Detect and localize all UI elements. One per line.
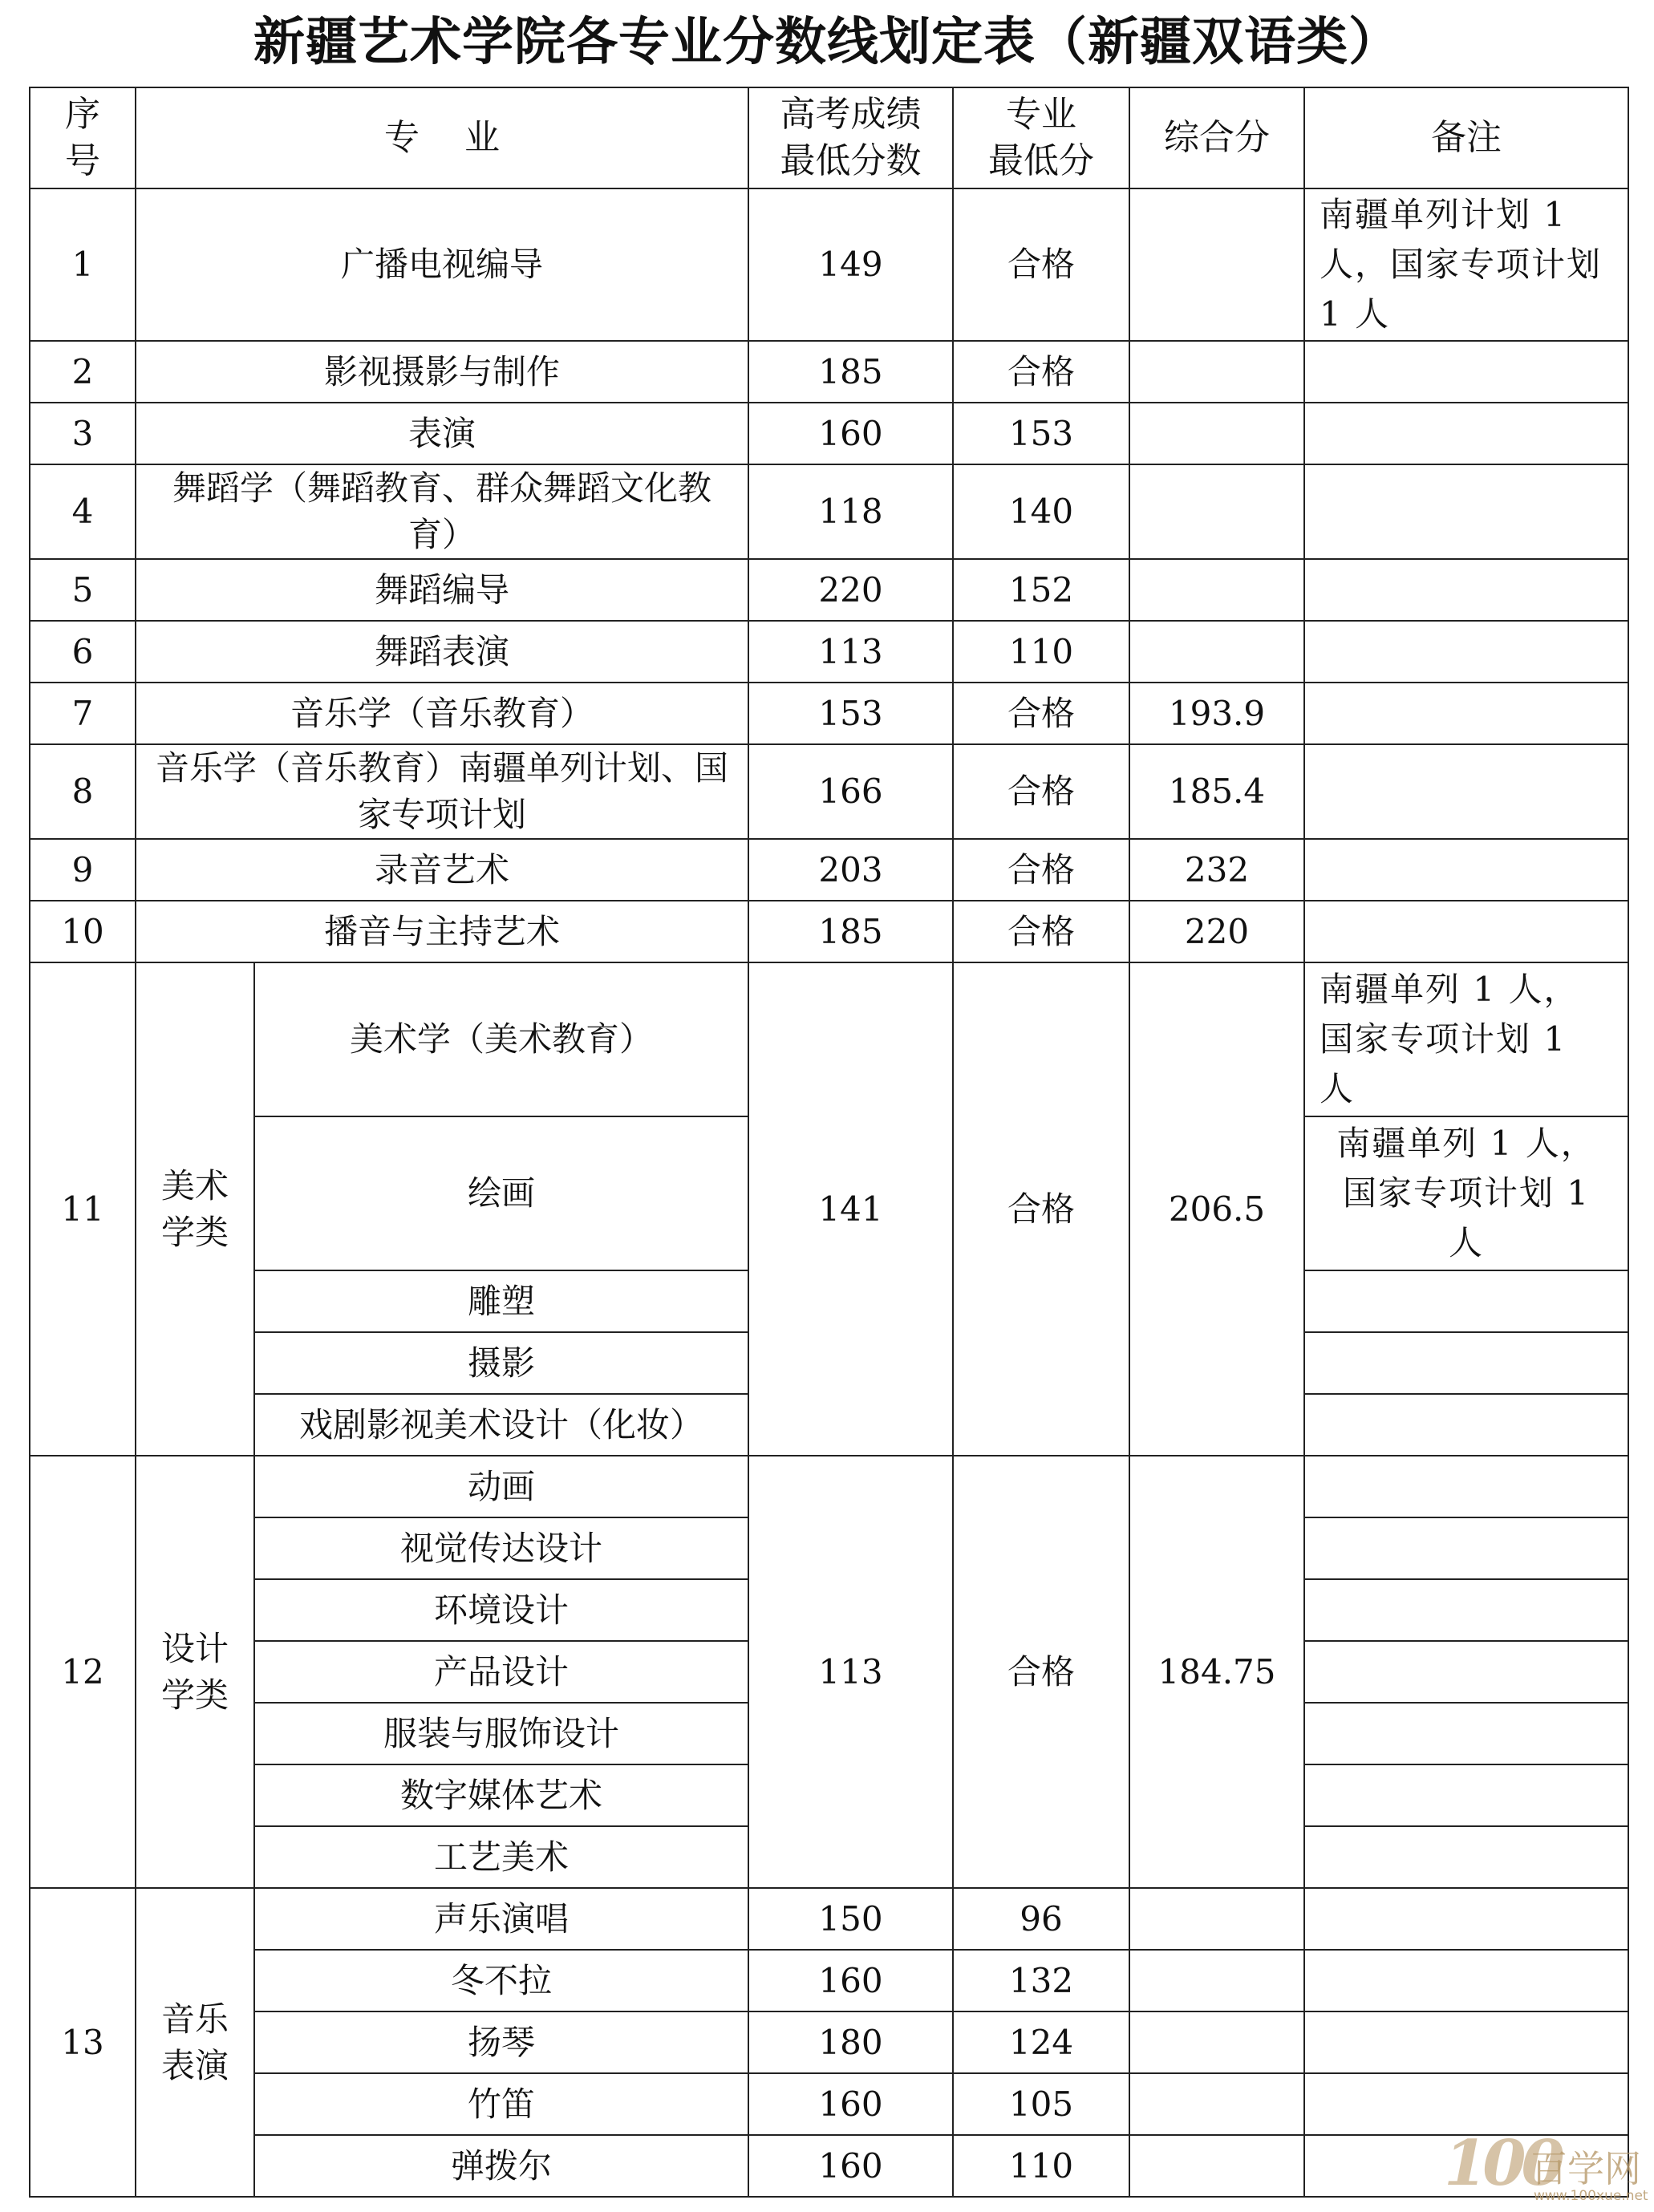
- total-score: 184.75: [1129, 1456, 1304, 1888]
- prof-min-score: 132: [953, 1950, 1129, 2011]
- table-row: [30, 2073, 1628, 2135]
- table-row: [30, 1888, 1628, 1950]
- total-score: [1129, 2135, 1304, 2197]
- note-cell: [1304, 1826, 1628, 1888]
- note-cell: [1304, 1394, 1628, 1456]
- row-number: 3: [30, 403, 136, 464]
- note-cell: [1304, 464, 1628, 559]
- prof-min-score: 96: [953, 1888, 1129, 1950]
- watermark-url: www.100xue.net: [1534, 2188, 1648, 2204]
- prof-min-score: 合格: [953, 1456, 1129, 1888]
- prof-min-score: 110: [953, 2135, 1129, 2197]
- page-title: 新疆艺术学院各专业分数线划定表（新疆双语类）: [253, 13, 1401, 72]
- note-cell: [1304, 341, 1628, 403]
- row-number: 1: [30, 188, 136, 341]
- note-cell: [1304, 839, 1628, 901]
- total-score: 193.9: [1129, 683, 1304, 744]
- header-row: [30, 87, 1628, 188]
- gaokao-min-score: 160: [748, 2073, 953, 2135]
- total-score: [1129, 188, 1304, 341]
- major-name: 动画: [254, 1456, 748, 1517]
- major-name: 弹拨尔: [254, 2135, 748, 2197]
- prof-min-score: 合格: [953, 962, 1129, 1456]
- major-name: 扬琴: [254, 2011, 748, 2073]
- watermark-logo: [1444, 2127, 1648, 2207]
- prof-min-score: 合格: [953, 683, 1129, 744]
- prof-min-score: 合格: [953, 901, 1129, 962]
- row-number: 5: [30, 559, 136, 621]
- gaokao-min-score: 220: [748, 559, 953, 621]
- major-category: 音乐 表演: [136, 1888, 254, 2197]
- note-cell: 南疆单列 1 人，国家专项计划 1 人: [1304, 962, 1628, 1116]
- major-name: 舞蹈学（舞蹈教育、群众舞蹈文化教育）: [136, 464, 748, 559]
- total-score: [1129, 403, 1304, 464]
- note-cell: [1304, 901, 1628, 962]
- total-score: 185.4: [1129, 744, 1304, 839]
- prof-min-score: 合格: [953, 341, 1129, 403]
- gaokao-min-score: 141: [748, 962, 953, 1456]
- row-number: 13: [30, 1888, 136, 2197]
- prof-min-score: 140: [953, 464, 1129, 559]
- table-row: [30, 1950, 1628, 2011]
- gaokao-min-score: 118: [748, 464, 953, 559]
- table-row: [30, 559, 1628, 621]
- major-name: 摄影: [254, 1332, 748, 1394]
- major-name: 竹笛: [254, 2073, 748, 2135]
- note-cell: [1304, 1641, 1628, 1703]
- total-score: [1129, 341, 1304, 403]
- major-name: 绘画: [254, 1116, 748, 1270]
- header-seq: 序 号: [30, 87, 136, 188]
- major-name: 影视摄影与制作: [136, 341, 748, 403]
- note-cell: [1304, 1703, 1628, 1764]
- major-name: 产品设计: [254, 1641, 748, 1703]
- total-score: [1129, 1888, 1304, 1950]
- major-name: 数字媒体艺术: [254, 1764, 748, 1826]
- major-category: 美术 学类: [136, 962, 254, 1456]
- total-score: [1129, 2011, 1304, 2073]
- gaokao-min-score: 185: [748, 901, 953, 962]
- major-name: 视觉传达设计: [254, 1517, 748, 1579]
- note-cell: [1304, 1579, 1628, 1641]
- major-name: 声乐演唱: [254, 1888, 748, 1950]
- major-name: 表演: [136, 403, 748, 464]
- row-number: 9: [30, 839, 136, 901]
- major-name: 戏剧影视美术设计（化妆）: [254, 1394, 748, 1456]
- total-score: [1129, 1950, 1304, 2011]
- note-cell: [1304, 559, 1628, 621]
- total-score: [1129, 464, 1304, 559]
- gaokao-min-score: 113: [748, 621, 953, 683]
- table-row: [30, 188, 1628, 341]
- table-row: [30, 839, 1628, 901]
- table-row: [30, 901, 1628, 962]
- total-score: 232: [1129, 839, 1304, 901]
- note-cell: [1304, 2011, 1628, 2073]
- gaokao-min-score: 160: [748, 1950, 953, 2011]
- score-table: [29, 87, 1629, 2198]
- note-cell: [1304, 1764, 1628, 1826]
- prof-min-score: 合格: [953, 188, 1129, 341]
- major-name: 播音与主持艺术: [136, 901, 748, 962]
- prof-min-score: 合格: [953, 744, 1129, 839]
- table-row: [30, 962, 1628, 1116]
- gaokao-min-score: 153: [748, 683, 953, 744]
- major-name: 音乐学（音乐教育）: [136, 683, 748, 744]
- note-cell: [1304, 1270, 1628, 1332]
- gaokao-min-score: 180: [748, 2011, 953, 2073]
- note-cell: 南疆单列计划 1 人，国家专项计划 1 人: [1304, 188, 1628, 341]
- major-name: 录音艺术: [136, 839, 748, 901]
- row-number: 12: [30, 1456, 136, 1888]
- row-number: 11: [30, 962, 136, 1456]
- note-cell: [1304, 1517, 1628, 1579]
- gaokao-min-score: 160: [748, 403, 953, 464]
- row-number: 4: [30, 464, 136, 559]
- gaokao-min-score: 203: [748, 839, 953, 901]
- prof-min-score: 124: [953, 2011, 1129, 2073]
- table-row: [30, 744, 1628, 839]
- note-cell: [1304, 2073, 1628, 2135]
- major-name: 美术学（美术教育）: [254, 962, 748, 1116]
- gaokao-min-score: 149: [748, 188, 953, 341]
- note-cell: [1304, 621, 1628, 683]
- prof-min-score: 110: [953, 621, 1129, 683]
- major-name: 雕塑: [254, 1270, 748, 1332]
- gaokao-min-score: 160: [748, 2135, 953, 2197]
- note-cell: [1304, 1950, 1628, 2011]
- gaokao-min-score: 185: [748, 341, 953, 403]
- total-score: [1129, 621, 1304, 683]
- major-name: 服装与服饰设计: [254, 1703, 748, 1764]
- major-category: 设计 学类: [136, 1456, 254, 1888]
- total-score: [1129, 2073, 1304, 2135]
- header-gaokao-min: 高考成绩 最低分数: [748, 87, 953, 188]
- major-name: 舞蹈编导: [136, 559, 748, 621]
- watermark-text: 百学网: [1530, 2147, 1641, 2190]
- note-cell: [1304, 744, 1628, 839]
- table-row: [30, 683, 1628, 744]
- note-cell: 南疆单列 1 人， 国家专项计划 1 人: [1304, 1116, 1628, 1270]
- row-number: 2: [30, 341, 136, 403]
- major-name: 环境设计: [254, 1579, 748, 1641]
- header-total: 综合分: [1129, 87, 1304, 188]
- row-number: 8: [30, 744, 136, 839]
- note-cell: [1304, 1456, 1628, 1517]
- prof-min-score: 105: [953, 2073, 1129, 2135]
- note-cell: [1304, 1888, 1628, 1950]
- row-number: 10: [30, 901, 136, 962]
- table-row: [30, 2135, 1628, 2197]
- major-name: 广播电视编导: [136, 188, 748, 341]
- table-row: [30, 464, 1628, 559]
- row-number: 7: [30, 683, 136, 744]
- major-name: 舞蹈表演: [136, 621, 748, 683]
- total-score: 206.5: [1129, 962, 1304, 1456]
- total-score: [1129, 559, 1304, 621]
- table-row: [30, 341, 1628, 403]
- table-row: [30, 403, 1628, 464]
- prof-min-score: 152: [953, 559, 1129, 621]
- prof-min-score: 153: [953, 403, 1129, 464]
- major-name: 冬不拉: [254, 1950, 748, 2011]
- gaokao-min-score: 150: [748, 1888, 953, 1950]
- major-name: 音乐学（音乐教育）南疆单列计划、国家专项计划: [136, 744, 748, 839]
- table-row: [30, 1456, 1628, 1517]
- prof-min-score: 合格: [953, 839, 1129, 901]
- watermark-number: 100: [1444, 2127, 1560, 2200]
- table-row: [30, 621, 1628, 683]
- header-major: 专 业: [136, 87, 748, 188]
- gaokao-min-score: 166: [748, 744, 953, 839]
- total-score: 220: [1129, 901, 1304, 962]
- gaokao-min-score: 113: [748, 1456, 953, 1888]
- note-cell: [1304, 1332, 1628, 1394]
- note-cell: [1304, 403, 1628, 464]
- header-prof-min: 专业 最低分: [953, 87, 1129, 188]
- note-cell: [1304, 683, 1628, 744]
- major-name: 工艺美术: [254, 1826, 748, 1888]
- header-note: 备注: [1304, 87, 1628, 188]
- row-number: 6: [30, 621, 136, 683]
- table-row: [30, 2011, 1628, 2073]
